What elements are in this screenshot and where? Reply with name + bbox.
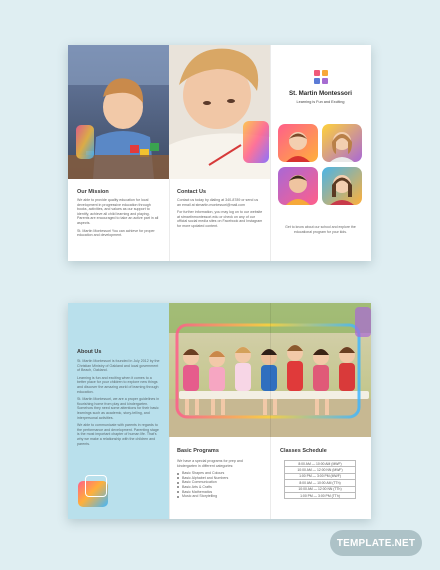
schedule-cell: 10:00 AM — 12:00 NN (MWF) xyxy=(285,467,356,473)
boy-playing-blocks-photo xyxy=(68,45,169,179)
cover-panel xyxy=(270,45,371,261)
schedule-panel xyxy=(270,303,371,519)
kid-photo-tile xyxy=(322,124,362,162)
contact-body xyxy=(177,198,263,232)
list-item: Basic Communication xyxy=(177,480,263,485)
kid-photo-tile xyxy=(278,167,318,205)
contact-paragraph: Contact us today by dialing at 340-8789 or send us an email at stmartin.montessori@mail.com xyxy=(177,198,259,207)
about-paragraph: St. Martin Montessori, we are a proper guidelines in flourishing home from play and kindergarten. Somehow they need some attentions for their basic learnings such as academic, story-telling, and interpersonal activities. xyxy=(77,397,160,420)
about-panel xyxy=(68,303,169,519)
about-paragraph: Learning is fun and exciting when it comes to a better place for your children to explore new things and discover the amazing world of learning through education. xyxy=(77,375,159,394)
school-name: St. Martin Montessori xyxy=(289,90,352,97)
about-paragraph: St. Martin Montessori is founded in July 2012 by the Christian Ministry of Oakland and local government of Beach, Oakland. xyxy=(77,359,160,373)
about-body xyxy=(77,359,161,449)
mission-body xyxy=(77,198,161,241)
logo-tile xyxy=(322,70,328,76)
template-net-watermark: TEMPLATE.NET xyxy=(330,530,422,556)
contact-title: Contact Us xyxy=(177,189,207,195)
tagline: Learning is Fun and Exciting xyxy=(296,100,345,104)
programs-intro: We have a special programs for prep and kindergarten in different categories: xyxy=(177,459,243,468)
decorative-outline-square xyxy=(85,475,107,497)
kid-photo-tile xyxy=(278,124,318,162)
child-drawing-photo xyxy=(169,45,270,179)
contact-paragraph: For further information, you may log on to our website at stmartinmontessori.edu or check on any of our official social media sites on Facebook and Instagram for more updated content. xyxy=(177,210,263,228)
about-paragraph: We able to communicate with parents in regards to the performance and development. Parenting stage is the most important chapter of human life. That's why we make a relationship with the children and parents. xyxy=(77,423,159,446)
mission-title: Our Mission xyxy=(77,189,109,195)
brochure-outside-sheet xyxy=(68,45,371,261)
programs-body xyxy=(177,459,263,499)
schedule-cell: 10:00 AM — 12:00 NN (TTh) xyxy=(285,486,356,492)
schedule-cell: 8:00 AM — 10:00 AM (MWF) xyxy=(285,461,356,467)
programs-title: Basic Programs xyxy=(177,448,219,454)
school-logo xyxy=(314,70,328,84)
cover-cta-text: Get to know about our school and explore the educational program for your kids. xyxy=(285,225,356,234)
mission-panel xyxy=(68,45,169,261)
logo-tile xyxy=(322,78,328,84)
list-item: Music and Storytelling xyxy=(177,494,263,499)
mission-paragraph: St. Martin Montessori You can achieve for proper education and development. xyxy=(77,228,155,238)
table-row xyxy=(285,492,356,498)
list-item: Basic Shapes and Colours xyxy=(177,471,263,476)
schedule-cell: 1:00 PM — 3:00 PM (MWF) xyxy=(285,473,356,479)
contact-panel xyxy=(169,45,270,261)
logo-tile xyxy=(314,78,320,84)
list-item: Basic Mathematics xyxy=(177,490,263,495)
schedule-table xyxy=(284,460,356,499)
logo-tile xyxy=(314,70,320,76)
schedule-title: Classes Schedule xyxy=(280,448,327,454)
kid-photo-tile xyxy=(322,167,362,205)
about-title: About Us xyxy=(77,349,102,355)
mission-paragraph: We able to provide quality education for local development in progressive education through books, activities, and values as our support to identify, achieve all child learning and playing. Parents are encouraged to take an active part in all aspects. xyxy=(77,198,159,225)
programs-panel xyxy=(169,303,270,519)
schedule-cell: 1:00 PM — 3:00 PM (TTh) xyxy=(285,492,356,498)
list-item: Basic Arts & Crafts xyxy=(177,485,263,490)
schedule-cell: 8:00 AM — 10:00 AM (TTh) xyxy=(285,480,356,486)
brochure-inside-sheet xyxy=(68,303,371,519)
list-item: Basic Alphabet and Numbers xyxy=(177,476,263,481)
programs-list xyxy=(177,471,263,499)
